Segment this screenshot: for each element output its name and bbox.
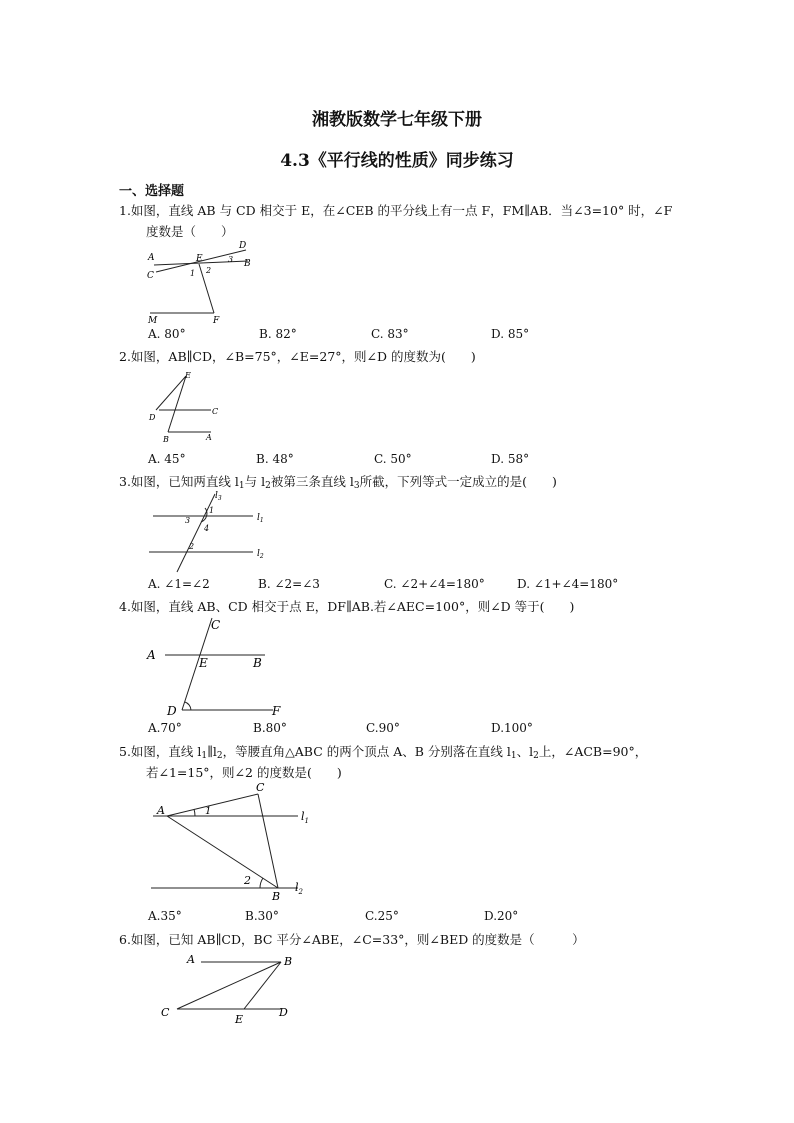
section-heading: 一、选择题 bbox=[119, 184, 185, 199]
fig1-label-E: E bbox=[196, 254, 203, 264]
fig1-label-C: C bbox=[147, 271, 154, 281]
question-5-option-d[interactable]: D.20° bbox=[484, 909, 519, 923]
fig3-label-l2: $l_2$ bbox=[257, 549, 264, 560]
fig2-label-C: C bbox=[212, 407, 219, 416]
fig1-label-M: M bbox=[148, 316, 158, 326]
angle-arc-2 bbox=[260, 878, 263, 888]
question-5-option-b[interactable]: B.30° bbox=[245, 909, 279, 923]
line-CB bbox=[177, 962, 281, 1009]
fig4-label-F: F bbox=[272, 704, 281, 718]
question-3-figure bbox=[145, 488, 275, 573]
fig6-label-C: C bbox=[161, 1006, 170, 1019]
question-4-figure bbox=[145, 615, 295, 720]
question-1-option-b[interactable]: B. 82° bbox=[259, 327, 297, 341]
question-5-option-c[interactable]: C.25° bbox=[365, 909, 399, 923]
question-5-option-a[interactable]: A.35° bbox=[148, 909, 182, 923]
fig6-label-A: A bbox=[187, 953, 195, 966]
question-1-text: 1.如图，直线 AB 与 CD 相交于 E，在∠CEB 的平分线上有一点 F，FM∥AB．当∠3=10° 时，∠F bbox=[119, 203, 673, 218]
fig5-label-l1: $l_1$ bbox=[301, 810, 309, 825]
fig4-label-D: D bbox=[167, 704, 177, 718]
document-title: 湘教版数学七年级下册 bbox=[312, 110, 482, 130]
fig1-angle-2: 2 bbox=[206, 266, 212, 275]
angle-arc-1 bbox=[194, 809, 195, 816]
question-3-text: 3.如图，已知两直线 $l_1$与 $l_2$被第三条直线 $l_3$所截，下列等式一定成立的是( ) bbox=[119, 474, 557, 491]
fig6-label-D: D bbox=[279, 1006, 288, 1019]
question-2-text: 2.如图，AB∥CD，∠B=75°，∠E=27°，则∠D 的度数为( ) bbox=[119, 349, 476, 364]
question-4-text: 4.如图，直线 AB、CD 相交于点 E，DF∥AB.若∠AEC=100°，则∠D 等于( ) bbox=[119, 599, 575, 614]
line-AC bbox=[167, 794, 258, 816]
fig3-angle-4: 4 bbox=[204, 524, 210, 533]
fig5-angle-2: 2 bbox=[244, 874, 251, 887]
question-3-option-c[interactable]: C. ∠2+∠4=180° bbox=[384, 577, 485, 591]
question-1-text-cont: 度数是（ ） bbox=[146, 224, 234, 239]
fig3-angle-2: 2 bbox=[189, 542, 195, 551]
fig1-label-A: A bbox=[148, 253, 155, 263]
question-3-option-d[interactable]: D. ∠1+∠4=180° bbox=[517, 577, 619, 591]
fig2-label-E: E bbox=[185, 371, 191, 380]
fig1-label-B: B bbox=[244, 259, 251, 269]
question-2-figure bbox=[145, 368, 230, 446]
fig5-angle-1: 1 bbox=[205, 806, 212, 817]
fig5-label-B: B bbox=[272, 890, 281, 903]
fig1-angle-3: 3 bbox=[228, 255, 234, 264]
fig2-label-B: B bbox=[163, 435, 169, 444]
fig6-label-E: E bbox=[235, 1013, 244, 1026]
line-EB bbox=[244, 962, 281, 1009]
question-2-option-b[interactable]: B. 48° bbox=[256, 452, 294, 466]
question-1-option-d[interactable]: D. 85° bbox=[491, 327, 530, 341]
fig3-label-l3: $l_3$ bbox=[215, 491, 222, 502]
fig1-label-F: F bbox=[213, 316, 220, 326]
line-AB bbox=[167, 816, 278, 888]
fig4-label-B: B bbox=[253, 656, 262, 670]
question-6-figure bbox=[155, 948, 305, 1028]
question-4-option-b[interactable]: B.80° bbox=[253, 721, 287, 735]
question-2-option-a[interactable]: A. 45° bbox=[148, 452, 186, 466]
line-CB bbox=[258, 794, 278, 888]
fig5-label-C: C bbox=[256, 781, 265, 794]
question-5-text: 5.如图，直线 $l_1\parallel l_2$，等腰直角△ABC 的两个顶点 A、B 分别落在直线 $l_1$、$l_2$上，∠ACB=90°， bbox=[119, 744, 648, 761]
question-4-option-d[interactable]: D.100° bbox=[491, 721, 533, 735]
question-1-figure bbox=[140, 238, 270, 326]
question-3-option-b[interactable]: B. ∠2=∠3 bbox=[258, 577, 320, 591]
question-1-option-c[interactable]: C. 83° bbox=[371, 327, 409, 341]
question-5-figure bbox=[145, 780, 325, 906]
question-5-text-cont: 若∠1=15°，则∠2 的度数是( ) bbox=[146, 765, 342, 780]
fig5-label-A: A bbox=[157, 804, 165, 817]
question-4-option-a[interactable]: A.70° bbox=[148, 721, 182, 735]
fig3-angle-3: 3 bbox=[185, 516, 191, 525]
document-subtitle: 4.3《平行线的性质》同步练习 bbox=[280, 151, 514, 171]
line-DE bbox=[156, 376, 186, 410]
question-2-option-c[interactable]: C. 50° bbox=[374, 452, 412, 466]
question-2-option-d[interactable]: D. 58° bbox=[491, 452, 530, 466]
fig5-label-l2: $l_2$ bbox=[295, 881, 303, 896]
question-4-option-c[interactable]: C.90° bbox=[366, 721, 400, 735]
fig2-label-A: A bbox=[206, 433, 212, 442]
fig2-label-D: D bbox=[149, 413, 156, 422]
question-1-option-a[interactable]: A. 80° bbox=[148, 327, 186, 341]
angle-arc-D bbox=[185, 702, 191, 710]
fig3-label-l1: $l_1$ bbox=[257, 513, 264, 524]
question-3-option-a[interactable]: A. ∠1=∠2 bbox=[148, 577, 210, 591]
line-BE bbox=[168, 376, 186, 432]
fig6-label-B: B bbox=[284, 955, 293, 968]
fig1-angle-1: 1 bbox=[190, 269, 196, 278]
fig4-label-A: A bbox=[147, 648, 156, 662]
fig3-angle-1: 1 bbox=[209, 506, 215, 515]
question-6-text: 6.如图，已知 AB∥CD，BC 平分∠ABE，∠C=33°，则∠BED 的度数是（ ） bbox=[119, 932, 585, 947]
fig4-label-C: C bbox=[211, 618, 221, 632]
fig1-label-D: D bbox=[239, 241, 247, 251]
fig4-label-E: E bbox=[199, 656, 208, 670]
